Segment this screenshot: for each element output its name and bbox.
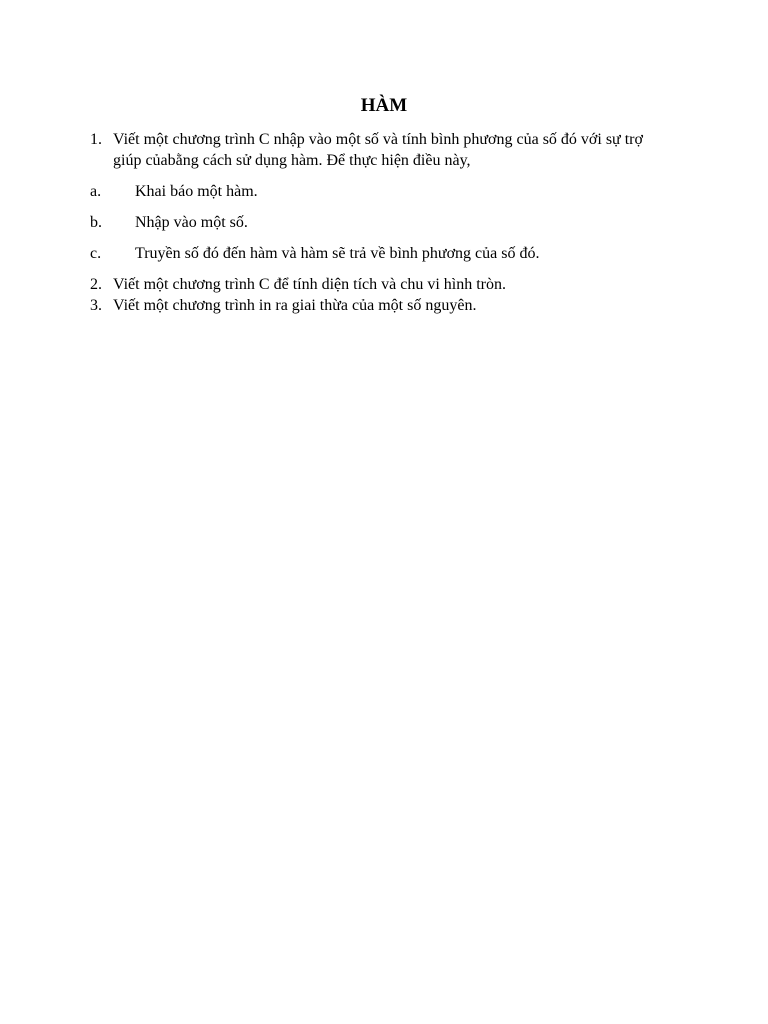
sub-item-a [90,181,670,202]
sub-item-b [90,212,670,233]
sub-item-text: Khai báo một hàm. [135,183,258,200]
list-item-2 [90,274,670,295]
sub-item-text: Nhập vào một số. [135,214,248,231]
list-marker: 2. [90,276,102,293]
list-item-3 [90,295,670,316]
list-item-text: Viết một chương trình in ra giai thừa của một số nguyên. [113,297,477,314]
sub-item-c [90,243,670,264]
sub-list-marker: c. [90,245,102,262]
list-item-text: Viết một chương trình C để tính diện tích và chu vi hình tròn. [113,276,506,293]
document-title: HÀM [360,95,408,116]
list-item-1 [90,129,670,171]
sub-item-text: Truyền số đó đến hàm và hàm sẽ trả về bình phương của số đó. [135,245,540,262]
sub-list-marker: a. [90,183,102,200]
list-marker: 1. [90,131,102,148]
sub-list-marker: b. [90,214,102,231]
list-item-text: Viết một chương trình C nhập vào một số và tính bình phương của số đó với sự trợ giúp củabằng cách sử dụng hàm. Để thực hiện điều này, [113,131,643,169]
list-marker: 3. [90,297,102,314]
